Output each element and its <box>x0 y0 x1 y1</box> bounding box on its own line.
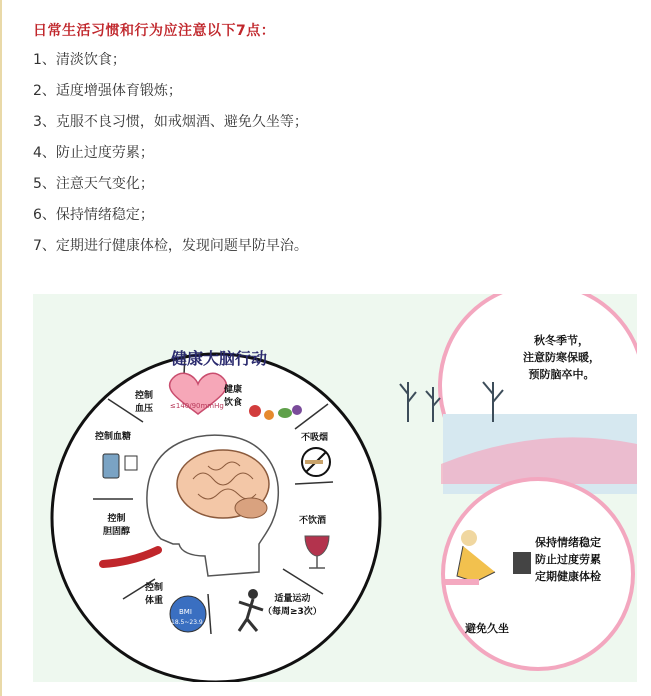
label-exercise: 适量运动 （每周≥3次） <box>263 594 322 617</box>
label-no-smoking: 不吸烟 <box>301 433 329 443</box>
label-cholesterol: 控制 胆固醇 <box>103 514 131 537</box>
laptop-icon <box>513 552 531 574</box>
person-icon <box>461 530 477 546</box>
glucose-meter-icon <box>103 454 119 478</box>
label-weight: 控制 体重 <box>145 583 164 606</box>
habit-list <box>33 50 308 267</box>
list-item: 4、防止过度劳累； <box>33 145 154 161</box>
winter-text: 秋冬季节， 注意防寒保暖， 预防脑卒中。 <box>523 334 600 381</box>
cerebellum-icon <box>235 498 267 518</box>
bmi-range: 18.5~23.9 <box>171 619 203 626</box>
list-item: 2、适度增强体育锻炼； <box>33 83 182 99</box>
left-border <box>0 0 2 696</box>
label-diet: 健康 饮食 <box>224 385 243 408</box>
brain-health-infographic <box>33 294 637 682</box>
list-item: 3、克服不良习惯，如戒烟酒、避免久坐等； <box>33 114 308 130</box>
tomato-icon <box>249 405 261 417</box>
office-caption: 避免久坐 <box>465 622 509 635</box>
label-bp: 控制 血压 <box>135 391 154 414</box>
label-glucose: 控制血糖 <box>95 432 132 442</box>
section-heading: 日常生活习惯和行为应注意以下7点： <box>33 23 276 39</box>
bmi-label: BMI <box>179 608 192 616</box>
list-item: 1、清淡饮食； <box>33 52 126 68</box>
infographic-title: 健康大脑行动 <box>171 349 268 368</box>
label-no-drinking: 不饮酒 <box>299 516 327 526</box>
runner-icon <box>248 589 258 599</box>
list-item: 5、注意天气变化； <box>33 176 154 192</box>
bp-reading: ≤140/90mmHg <box>170 402 224 410</box>
list-item: 7、定期进行健康体检，发现问题早防早治。 <box>33 238 308 254</box>
list-item: 6、保持情绪稳定； <box>33 207 154 223</box>
chair-icon <box>443 579 479 585</box>
office-text: 保持情绪稳定 防止过度劳累 定期健康体检 <box>535 536 601 583</box>
